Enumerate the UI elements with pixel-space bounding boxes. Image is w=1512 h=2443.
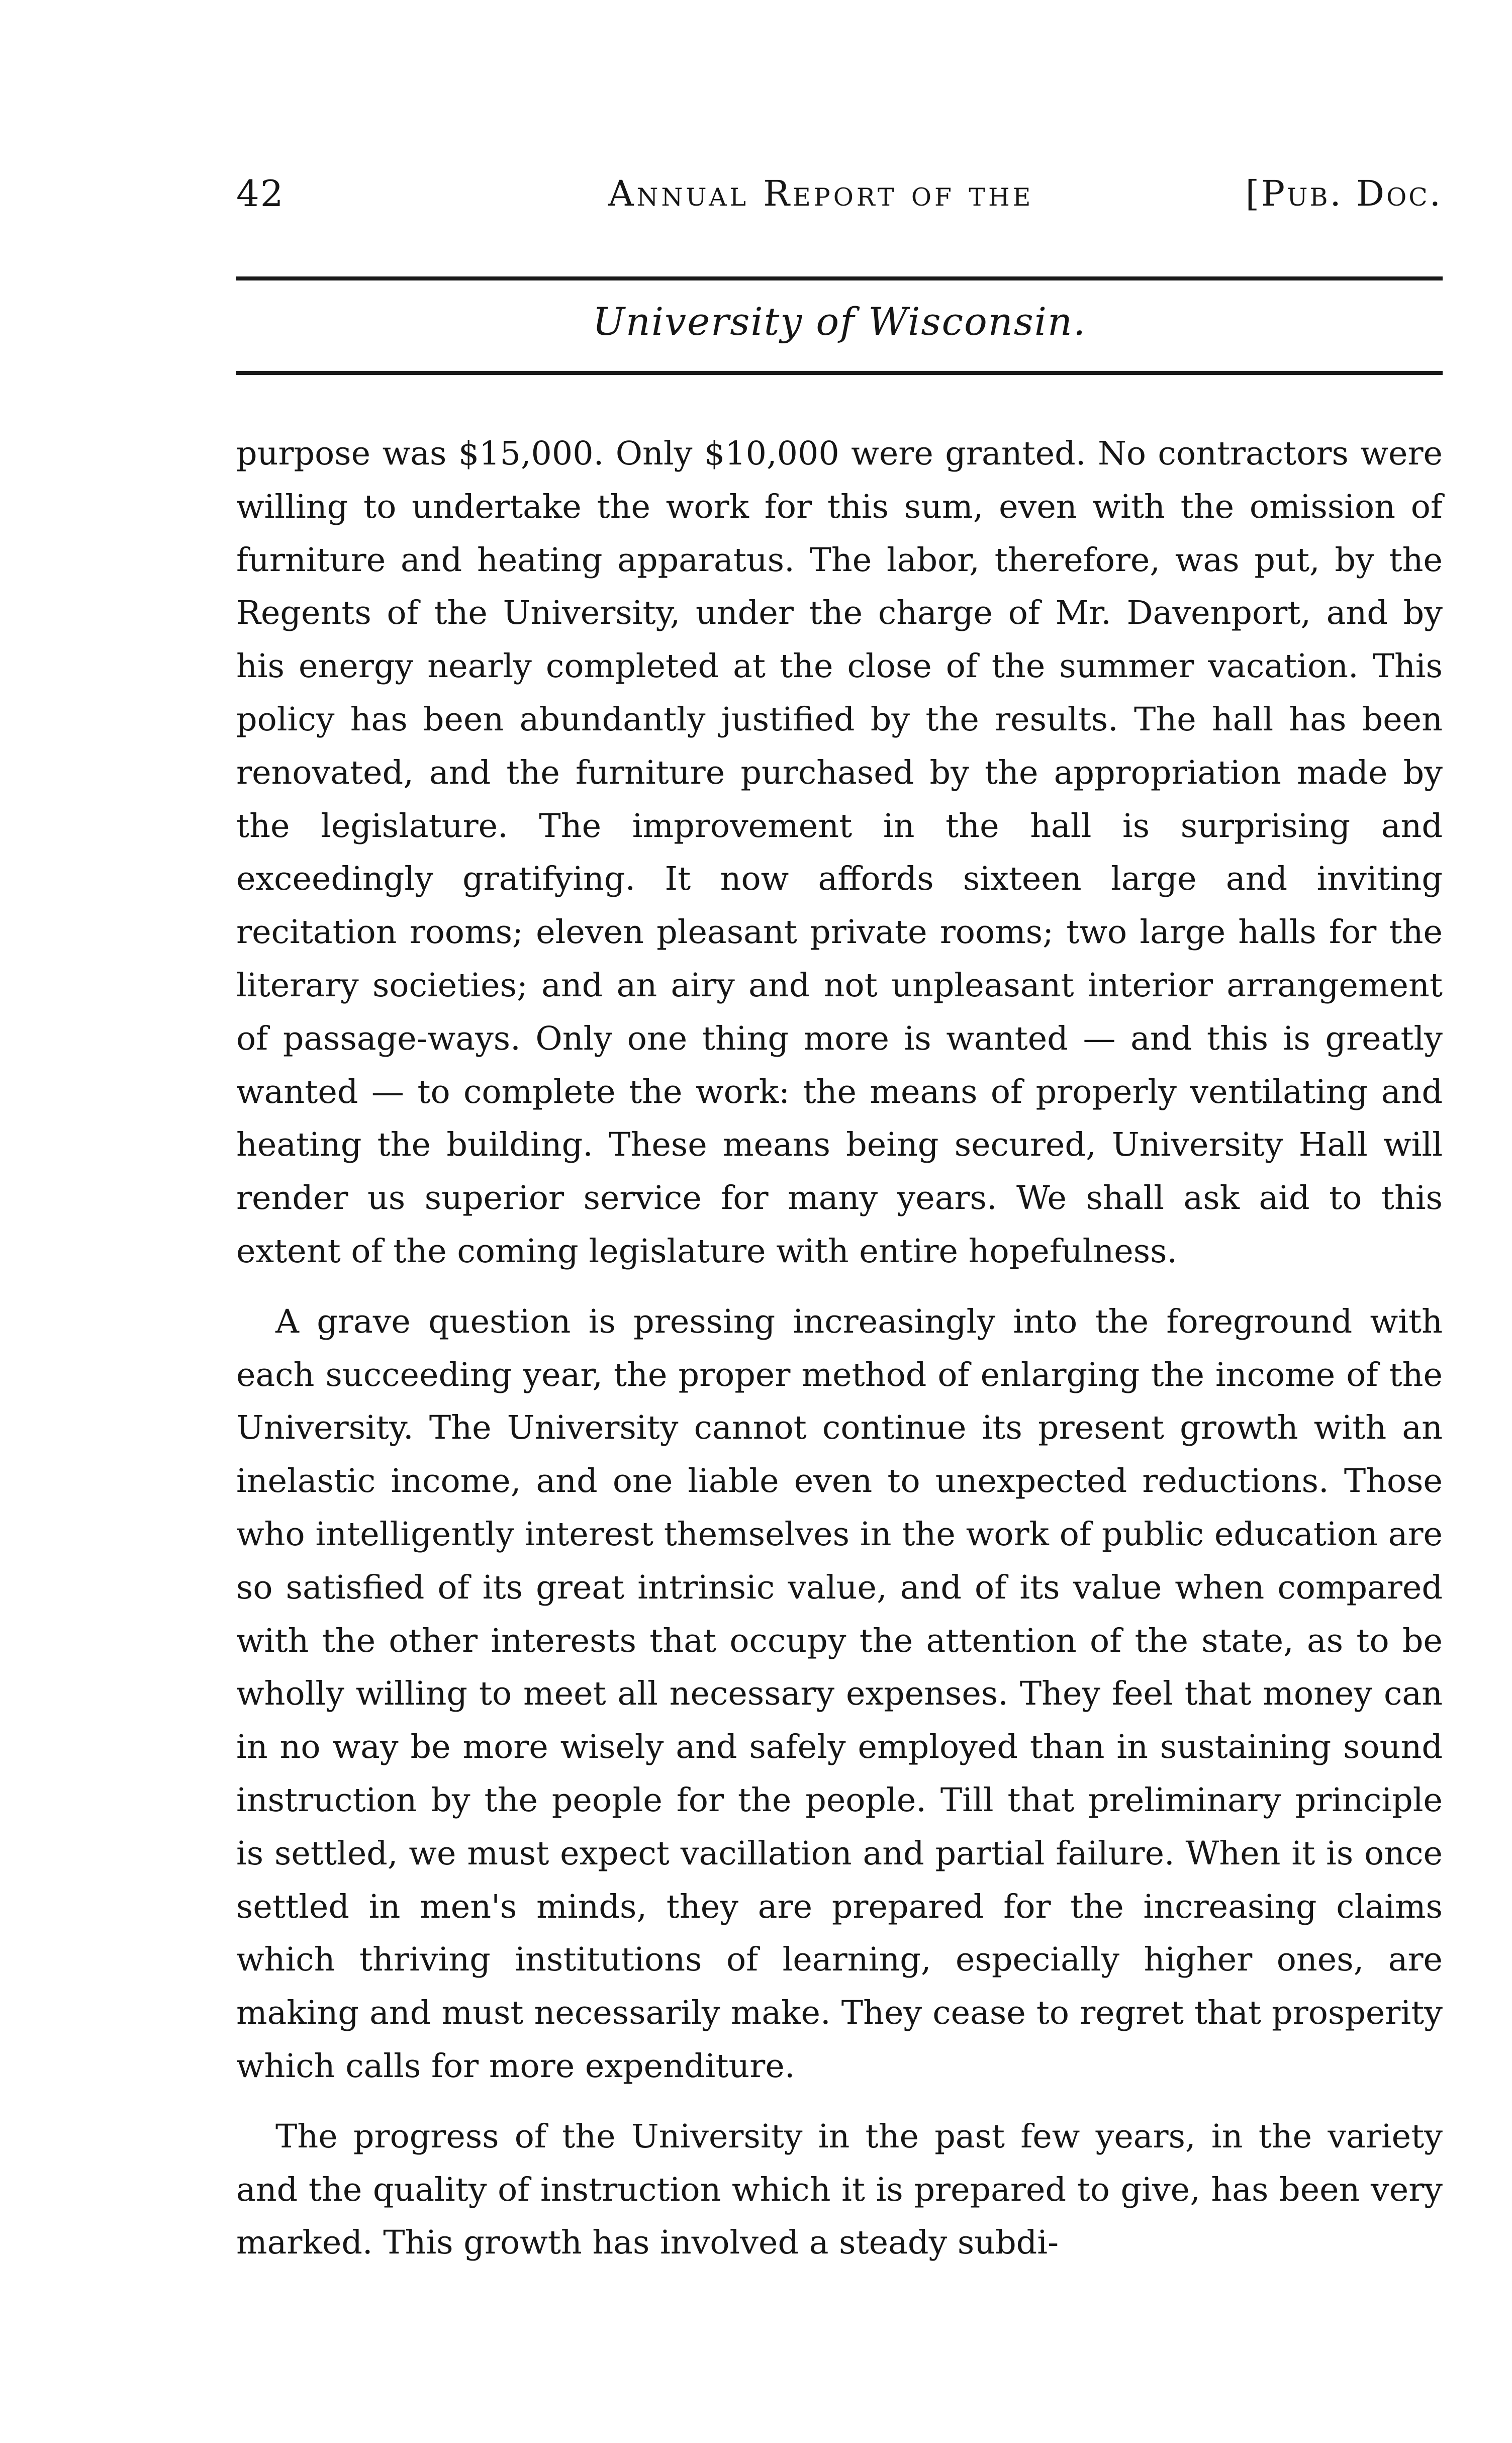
body-text	[236, 427, 1443, 2287]
section-title: University of Wisconsin.	[592, 299, 1087, 344]
running-head-title: Annual Report of the	[608, 173, 1034, 214]
running-head	[236, 166, 1443, 221]
header-rule-bottom	[236, 371, 1443, 375]
paragraph-3: The progress of the University in the past few years, in the variety and the quality of instruction which it is prepared to give, has been very marked. This growth has involved a steady subdi-	[236, 2117, 1443, 2262]
paragraph-2: A grave question is pressing increasingly into the foreground with each succeeding year, the proper method of enlarging the income of the University. The University cannot continue its present growth with an inelastic income, and one liable even to unexpected reductions. Those who intelligently interest themselves in the work of public education are so satisfied of its great intrinsic value, and of its value when compared with the other interests that occupy the attention of the state, as to be wholly willing to meet all necessary expenses. They feel that money can in no way be more wisely and safely employed than in sustaining sound instruction by the people for the people. Till that preliminary principle is settled, we must expect vacillation and partial failure. When it is once settled in men's minds, they are prepared for the increasing claims which thriving institutions of learning, especially higher ones, are making and must necessarily make. They cease to regret that prosperity which calls for more expenditure.	[236, 1302, 1443, 2085]
document-reference: [Pub. Doc.	[1245, 173, 1443, 214]
header-rule-top	[236, 276, 1443, 280]
page-number: 42	[236, 172, 285, 215]
paragraph-1: purpose was $15,000. Only $10,000 were granted. No contractors were willing to undertake the work for this sum, even with the omission of furniture and heating apparatus. The labor, therefore, was put, by the Regents of the University, under the charge of Mr. Davenport, and by his energy nearly completed at the close of the summer vacation. This policy has been abundantly justified by the results. The hall has been renovated, and the furniture purchased by the appropriation made by the legislature. The improvement in the hall is surprising and exceedingly gratifying. It now affords sixteen large and inviting recitation rooms; eleven pleasant private rooms; two large halls for the literary societies; and an airy and not unpleasant interior arrangement of passage-ways. Only one thing more is wanted — and this is greatly wanted — to complete the work: the means of properly ventilating and heating the building. These means being secured, University Hall will render us superior service for many years. We shall ask aid to this extent of the coming legislature with entire hopefulness.	[236, 435, 1443, 1270]
